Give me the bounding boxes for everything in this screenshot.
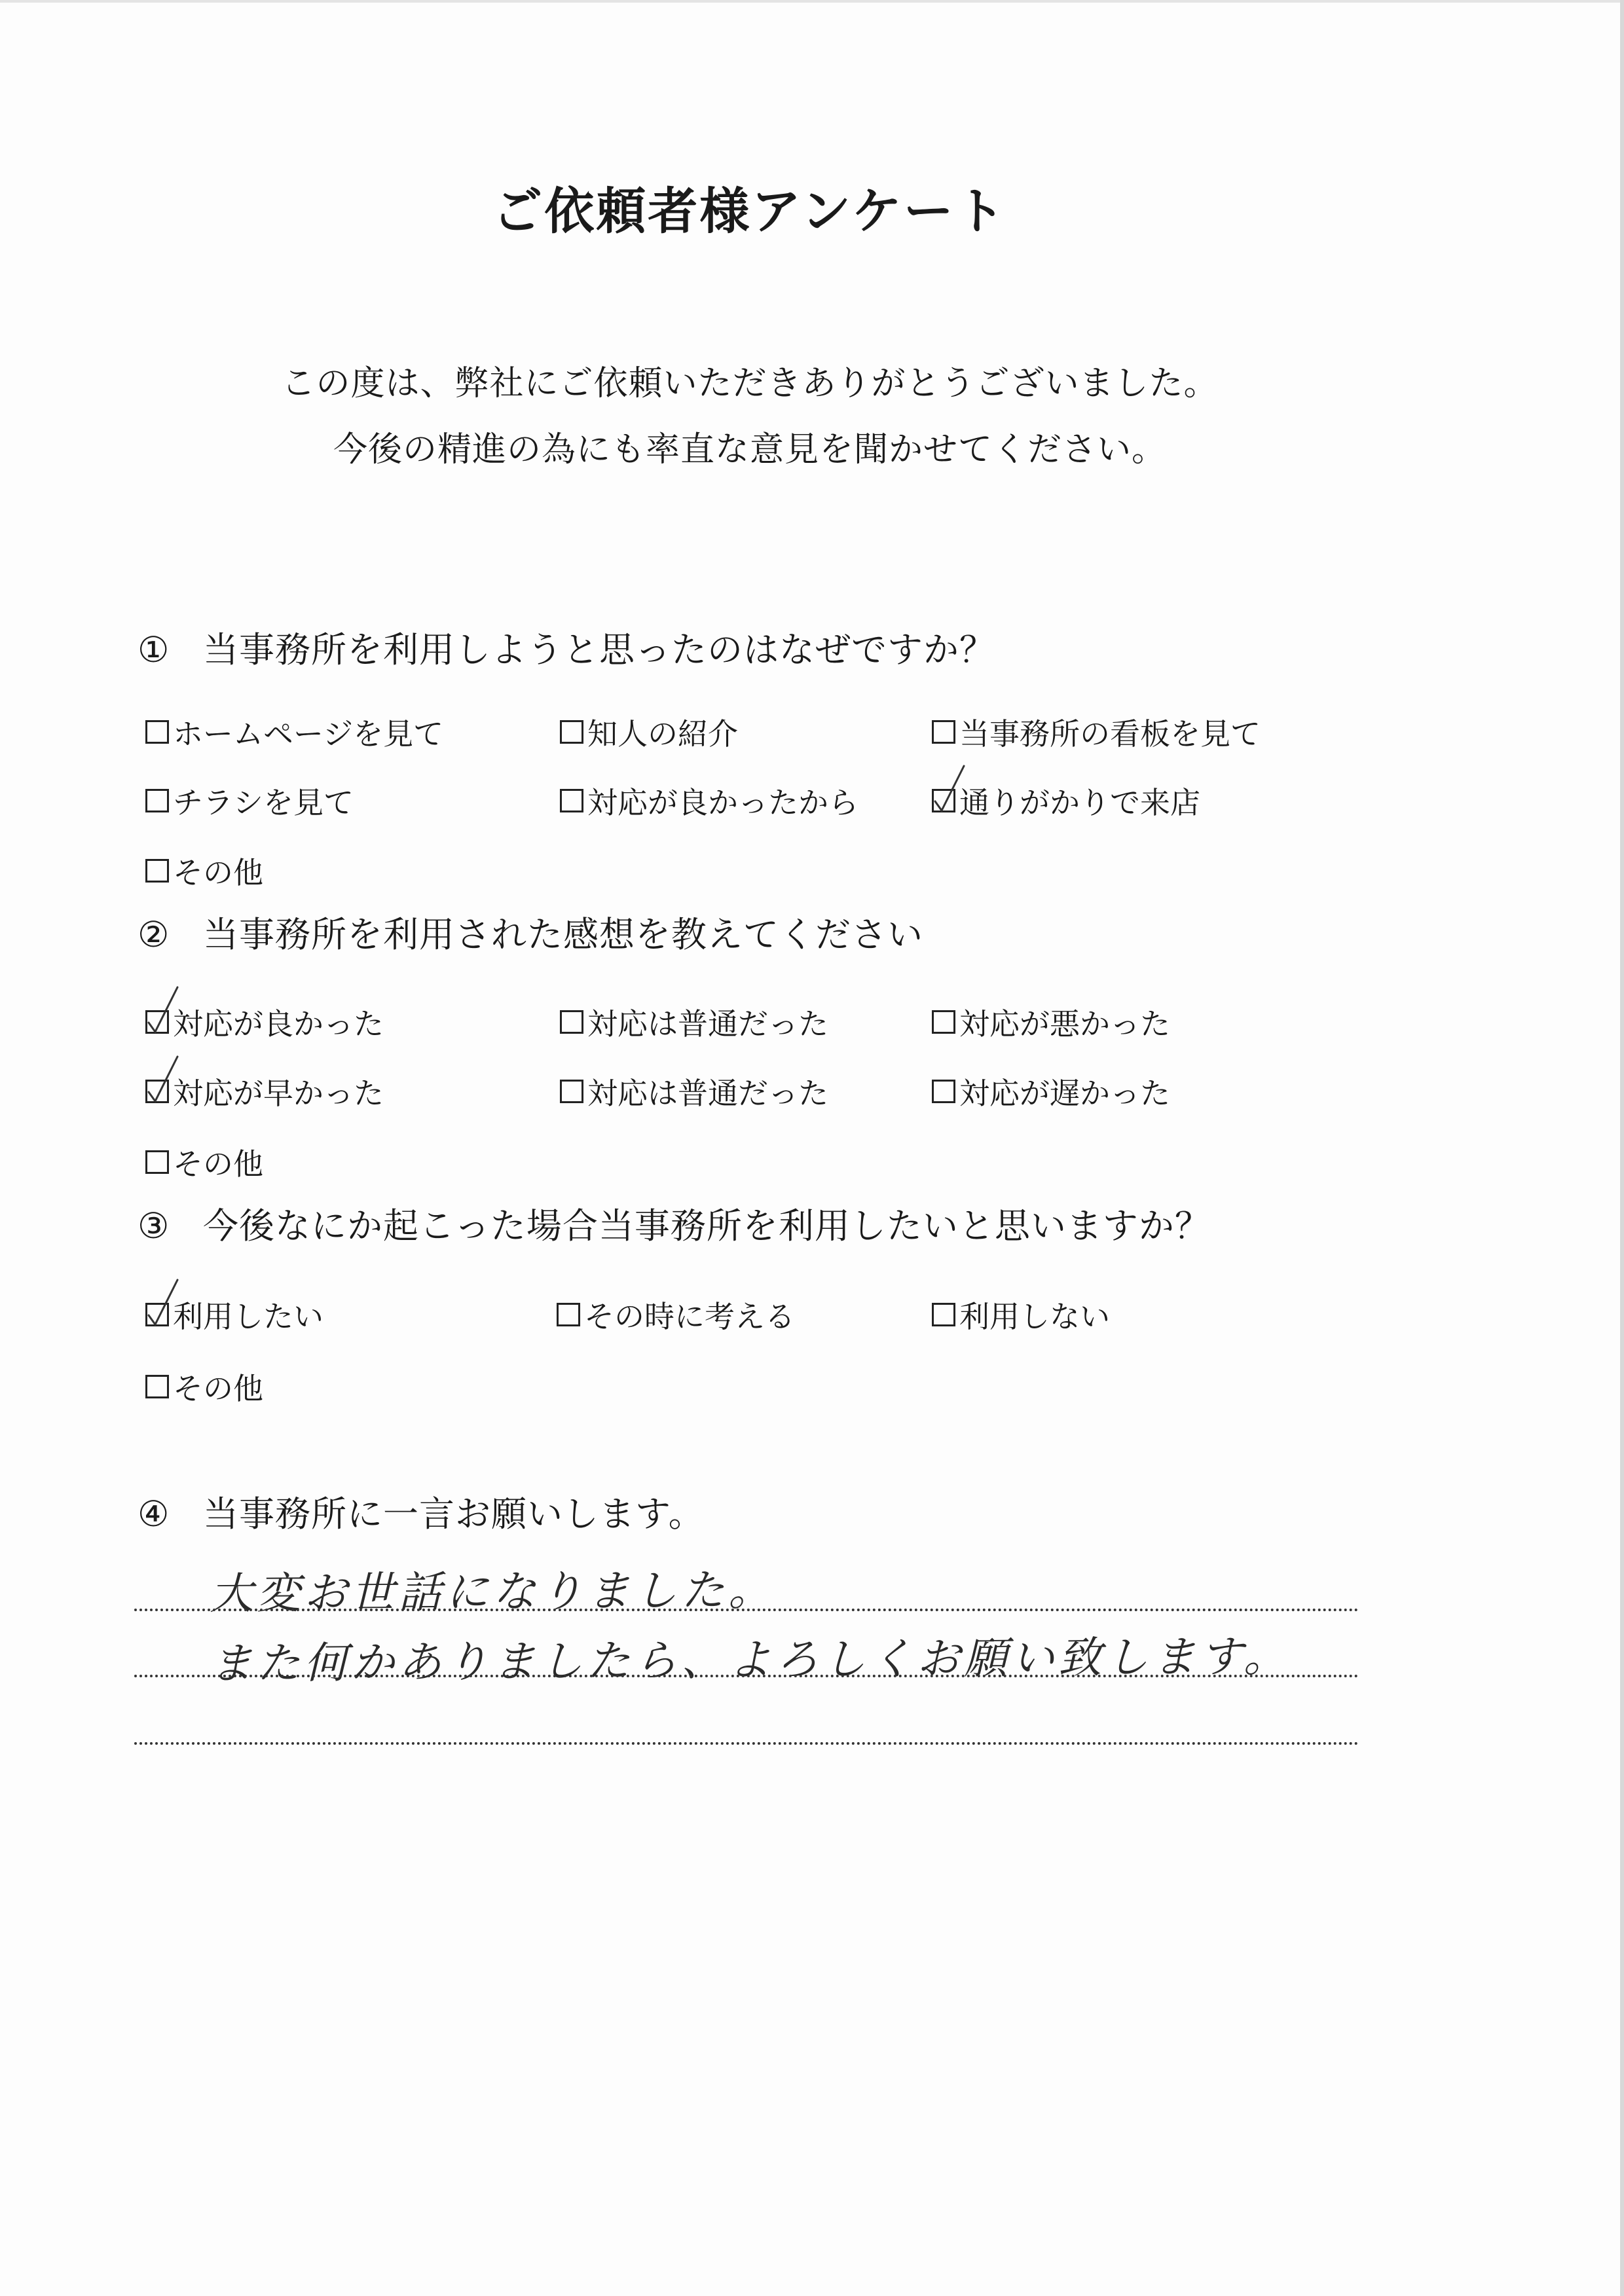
checkbox[interactable] <box>932 1080 955 1103</box>
option-label: 対応が悪かった <box>959 1006 1170 1042</box>
question-1-text: 当事務所を利用しようと思ったのはなぜですか？ <box>203 629 995 670</box>
option-label: その時に考える <box>584 1299 795 1334</box>
question-3 <box>138 1198 1211 1248</box>
checkbox[interactable] <box>560 1010 583 1034</box>
question-3-number: ③ <box>138 1205 170 1247</box>
checkmark-icon <box>146 1276 185 1328</box>
question-2-number: ② <box>138 914 170 955</box>
checkbox[interactable] <box>145 1150 169 1174</box>
option-label: 対応が遅かった <box>959 1076 1170 1111</box>
option-label: その他 <box>173 1146 263 1182</box>
checkbox[interactable] <box>145 789 169 812</box>
option-label: その他 <box>173 1371 263 1406</box>
checkbox[interactable] <box>932 720 955 744</box>
option-label: その他 <box>173 855 263 890</box>
checkbox[interactable] <box>557 1303 580 1326</box>
question-1-number: ① <box>138 629 170 670</box>
checkmark-icon <box>932 762 972 814</box>
checkbox[interactable] <box>560 1080 583 1103</box>
option-label: 当事務所の看板を見て <box>959 716 1261 752</box>
option-label: 利用しない <box>959 1299 1110 1334</box>
checkbox[interactable] <box>145 859 169 883</box>
option-label: チラシを見て <box>173 785 354 820</box>
answer-rule-1 <box>134 1609 1359 1611</box>
question-4-number: ④ <box>138 1493 170 1535</box>
q1-option-other[interactable] <box>145 849 263 892</box>
q1-option-good-response[interactable] <box>560 779 858 822</box>
option-label: 対応が早かった <box>173 1076 384 1111</box>
survey-title: ご依頼者様アンケート <box>492 182 1007 240</box>
answer-rule-2 <box>134 1675 1359 1677</box>
question-2 <box>138 907 923 957</box>
q2-option-fast[interactable] <box>145 1070 384 1113</box>
q1-option-signboard[interactable] <box>932 710 1261 754</box>
intro-line-2: 今後の精進の為にも率直な意見を聞かせてください。 <box>333 430 1166 469</box>
option-label: 対応が良かったから <box>587 785 858 820</box>
checkmark-icon <box>146 1053 185 1105</box>
option-label: 対応が良かった <box>173 1006 384 1042</box>
scan-top-edge <box>0 0 1624 3</box>
handwritten-answer-line-1: 大変お世話になりました。 <box>209 1564 776 1620</box>
checkbox[interactable] <box>932 789 955 812</box>
q2-option-good[interactable] <box>145 1000 384 1044</box>
checkbox[interactable] <box>145 1080 169 1103</box>
q1-option-flyer[interactable] <box>145 779 354 822</box>
checkbox[interactable] <box>145 720 169 744</box>
checkbox[interactable] <box>932 1303 955 1326</box>
question-2-text: 当事務所を利用された感想を教えてください <box>203 914 923 955</box>
q2-option-bad[interactable] <box>932 1000 1170 1044</box>
checkbox[interactable] <box>560 720 583 744</box>
checkmark-icon <box>146 983 185 1036</box>
scan-right-edge <box>1620 0 1624 2296</box>
option-label: ホームページを見て <box>173 716 444 752</box>
q1-option-referral[interactable] <box>560 710 738 754</box>
checkbox[interactable] <box>145 1010 169 1034</box>
answer-rule-3 <box>134 1742 1359 1745</box>
q3-option-will-not-use[interactable] <box>932 1293 1110 1336</box>
checkbox[interactable] <box>145 1375 169 1398</box>
question-4-text: 当事務所に一言お願いします。 <box>203 1493 705 1535</box>
question-1 <box>138 622 995 672</box>
q1-option-homepage[interactable] <box>145 710 443 754</box>
intro-line-1: この度は、弊社にご依頼いただきありがとうございました。 <box>281 364 1219 403</box>
q1-option-walk-in[interactable] <box>932 779 1200 822</box>
q2-option-slow[interactable] <box>932 1070 1170 1113</box>
option-label: 利用したい <box>173 1299 323 1334</box>
handwritten-answer-line-2: また何かありましたら、よろしくお願い致します。 <box>209 1631 1291 1689</box>
checkbox[interactable] <box>145 1303 169 1326</box>
q3-option-think-then[interactable] <box>557 1293 795 1336</box>
q2-option-normal[interactable] <box>560 1000 828 1044</box>
q2-option-other[interactable] <box>145 1140 263 1184</box>
checkbox[interactable] <box>932 1010 955 1034</box>
checkbox[interactable] <box>560 789 583 812</box>
option-label: 通りがかりで来店 <box>959 785 1200 820</box>
option-label: 対応は普通だった <box>587 1076 828 1111</box>
option-label: 知人の紹介 <box>587 716 738 752</box>
q2-option-normal-2[interactable] <box>560 1070 828 1113</box>
question-3-text: 今後なにか起こった場合当事務所を利用したいと思いますか？ <box>203 1205 1211 1247</box>
q3-option-will-use[interactable] <box>145 1293 323 1336</box>
q3-option-other[interactable] <box>145 1365 263 1408</box>
question-4 <box>138 1486 705 1537</box>
option-label: 対応は普通だった <box>587 1006 828 1042</box>
